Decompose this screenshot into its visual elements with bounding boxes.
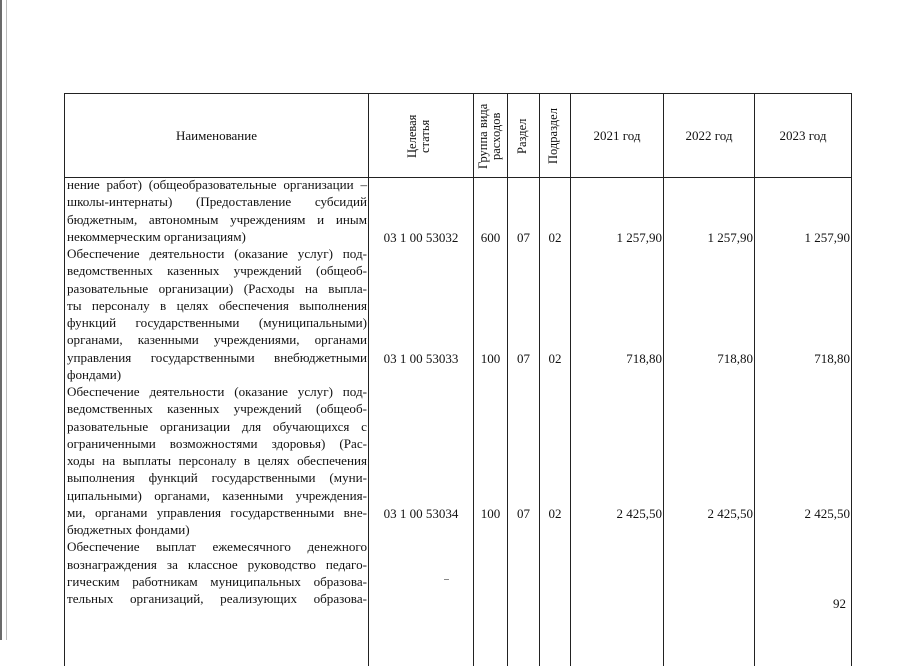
page-number: 92 xyxy=(833,596,846,612)
header-row xyxy=(65,94,852,178)
header-group xyxy=(474,94,508,178)
text-line: ми, органами управления государственными вне- xyxy=(67,504,367,521)
header-name-label: Наименование xyxy=(176,128,257,143)
text-line: разовательные организации) (Расходы на выпла- xyxy=(67,280,367,297)
header-2022 xyxy=(664,94,755,178)
header-2023-label: 2023 год xyxy=(780,128,827,143)
year-2023-column-cell xyxy=(755,178,852,666)
text-line: вознаграждения за классное руководство педаго- xyxy=(67,556,367,573)
header-subsection xyxy=(540,94,571,178)
amount-2023: 1 257,90 xyxy=(805,230,851,246)
text-line: гическим работникам муниципальных образова- xyxy=(67,573,367,590)
header-2023 xyxy=(755,94,852,178)
amount-2022: 718,80 xyxy=(717,351,753,367)
amount-2021: 1 257,90 xyxy=(617,230,663,246)
header-2021-label: 2021 год xyxy=(594,128,641,143)
subsection-column-cell xyxy=(540,178,571,666)
text-line: нение работ) (общеобразовательные организации – xyxy=(67,178,367,193)
scan-edge-shadow xyxy=(6,0,7,640)
text-line: Обеспечение деятельности (оказание услуг) под- xyxy=(67,383,367,400)
header-section-label: Раздел xyxy=(516,106,532,166)
section-code: 07 xyxy=(508,506,539,522)
section-column-cell xyxy=(508,178,540,666)
text-line: ты персоналу в целях обеспечения выполнения xyxy=(67,297,367,314)
amount-2022: 2 425,50 xyxy=(708,506,754,522)
text-line: тельных организаций, реализующих образова- xyxy=(67,590,367,607)
text-line: фондами) xyxy=(67,366,367,383)
subsection-code: 02 xyxy=(540,351,570,367)
table-body-row xyxy=(65,178,852,666)
header-group-label: Группа вида расходов xyxy=(477,96,505,176)
name-text-block xyxy=(67,178,367,607)
scan-artifact xyxy=(444,579,449,580)
section-code: 07 xyxy=(508,230,539,246)
header-subsection-label: Подраздел xyxy=(547,97,563,175)
group-code: 100 xyxy=(474,351,507,367)
header-2022-label: 2022 год xyxy=(686,128,733,143)
text-line: органами, казенными учреждениями, органами xyxy=(67,331,367,348)
year-2021-column-cell xyxy=(571,178,664,666)
subsection-code: 02 xyxy=(540,506,570,522)
section-code: 07 xyxy=(508,351,539,367)
text-line: некоммерческим организациям) xyxy=(67,228,367,245)
year-2022-column-cell xyxy=(664,178,755,666)
text-line: бюджетных фондами) xyxy=(67,521,367,538)
text-line: ведомственных казенных учреждений (общеоб- xyxy=(67,262,367,279)
header-target-label: Целевая статья xyxy=(406,105,436,167)
amount-2023: 718,80 xyxy=(814,351,850,367)
header-target xyxy=(369,94,474,178)
text-line: разовательные организации для обучающихся с xyxy=(67,418,367,435)
header-2021 xyxy=(571,94,664,178)
text-line: Обеспечение деятельности (оказание услуг) под- xyxy=(67,245,367,262)
amount-2021: 2 425,50 xyxy=(617,506,663,522)
text-line: функций государственными (муниципальными) xyxy=(67,314,367,331)
budget-table xyxy=(64,93,852,666)
group-code: 100 xyxy=(474,506,507,522)
group-code: 600 xyxy=(474,230,507,246)
text-line: Обеспечение выплат ежемесячного денежного xyxy=(67,538,367,555)
text-line: ципальными) органами, казенными учреждения- xyxy=(67,487,367,504)
amount-2022: 1 257,90 xyxy=(708,230,754,246)
target-code: 03 1 00 53032 xyxy=(369,230,473,246)
text-line: ходы на выплаты персоналу в целях обеспечения xyxy=(67,452,367,469)
header-name xyxy=(65,94,369,178)
header-section xyxy=(508,94,540,178)
text-line: ведомственных казенных учреждений (общеоб- xyxy=(67,400,367,417)
text-line: выполнения функций государственными (муни- xyxy=(67,469,367,486)
amount-2021: 718,80 xyxy=(626,351,662,367)
name-column-cell xyxy=(65,178,369,666)
group-column-cell xyxy=(474,178,508,666)
scan-edge xyxy=(0,0,2,640)
target-code: 03 1 00 53033 xyxy=(369,351,473,367)
target-code: 03 1 00 53034 xyxy=(369,506,473,522)
subsection-code: 02 xyxy=(540,230,570,246)
text-line: школы-интернаты) (Предоставление субсидий xyxy=(67,193,367,210)
text-line: управления государственными внебюджетными xyxy=(67,349,367,366)
amount-2023: 2 425,50 xyxy=(805,506,851,522)
target-column-cell xyxy=(369,178,474,666)
text-line: ограниченными возможностями здоровья) (Рас- xyxy=(67,435,367,452)
text-line: бюджетным, автономным учреждениям и иным xyxy=(67,211,367,228)
